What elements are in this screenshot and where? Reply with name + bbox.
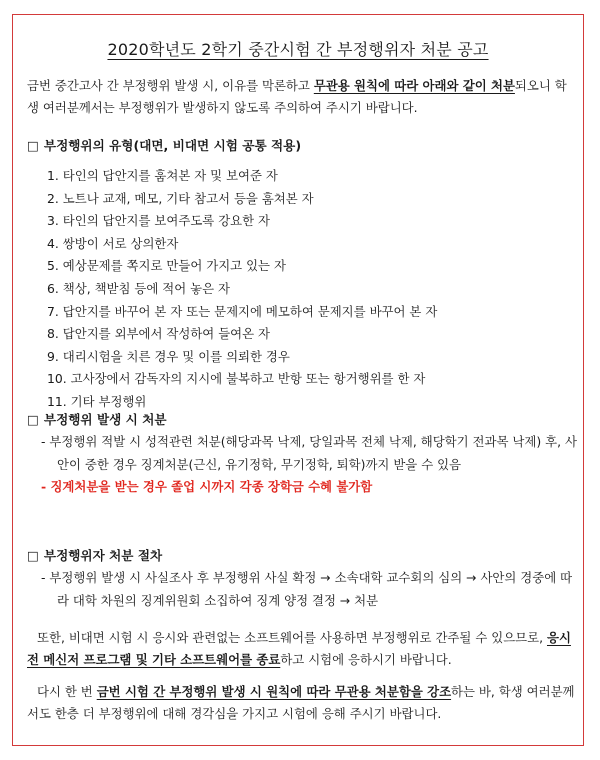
notice-frame [12,14,584,746]
list-item: 8. 답안지를 외부에서 작성하여 들여온 자 [47,326,271,342]
closing-text-2: 하는 바, 학생 여러분께서도 한층 더 부정행위에 대해 경각심을 가지고 시험에 응해 주시기 바랍니다. [27,684,575,721]
intro-emphasis: 무관용 원칙에 따라 아래와 같이 처분 [313,78,515,93]
section-procedure-heading [27,545,162,564]
checkbox-square-icon: □ [27,138,39,153]
scholarship-warning: - 징계처분을 받는 경우 졸업 시까지 각종 장학금 수혜 불가함 [41,479,373,495]
software-notice-text-2: 하고 시험에 응하시기 바랍니다. [280,652,452,667]
list-item: 10. 고사장에서 감독자의 지시에 불복하고 반항 또는 항거행위를 한 자 [47,371,426,387]
procedure-details [37,567,577,612]
intro-text-1: 금번 중간고사 간 부정행위 발생 시, 이유를 막론하고 [27,78,314,93]
section-heading-text: 부정행위자 처분 절차 [43,548,163,563]
list-item: 5. 예상문제를 쪽지로 만들어 가지고 있는 자 [47,258,286,274]
closing-text-1: 다시 한 번 [37,684,97,699]
penalty-details [37,431,577,499]
list-item: 2. 노트나 교재, 메모, 기타 참고서 등을 훔쳐본 자 [47,190,314,206]
closing-emphasis: 금번 시험 간 부정행위 발생 시 원칙에 따라 무관용 처분함을 강조 [96,684,452,699]
list-item: 11. 기타 부정행위 [47,393,147,409]
notice-title-text: 2020학년도 2학기 중간시험 간 부정행위자 처분 공고 [107,40,489,59]
list-item: 6. 책상, 책받침 등에 적어 놓은 자 [47,280,231,296]
section-heading-text: 부정행위의 유형(대면, 비대면 시험 공통 적용) [43,138,302,153]
list-item: 3. 타인의 답안지를 보여주도록 강요한 자 [47,213,271,229]
software-notice-paragraph [27,627,575,671]
violation-types-list [47,165,437,414]
list-item: 1. 타인의 답안지를 훔쳐본 자 및 보여준 자 [47,168,278,183]
list-item: 4. 쌍방이 서로 상의한자 [47,235,179,251]
software-notice-emphasis: 응시 전 메신저 프로그램 및 기타 소프트웨어를 종료 [27,630,571,667]
section-violation-types-heading [27,135,301,154]
list-item: 9. 대리시험을 치른 경우 및 이를 의뢰한 경우 [47,348,290,364]
list-item: 7. 답안지를 바꾸어 본 자 또는 문제지에 메모하여 문제지를 바꾸어 본 자 [47,303,438,319]
closing-paragraph [27,681,575,725]
section-penalty-heading [27,409,167,428]
procedure-description: - 부정행위 발생 시 사실조사 후 부정행위 사실 확정 → 소속대학 교수회의 심의 → 사안의 경중에 따라 대학 차원의 징계위원회 소집하여 징계 양정 결정 → 처분 [41,570,573,608]
intro-paragraph [27,75,575,119]
software-notice-text-1: 또한, 비대면 시험 시 응시와 관련없는 소프트웨어를 사용하면 부정행위로 간주될 수 있으므로, [37,630,547,645]
section-heading-text: 부정행위 발생 시 처분 [43,412,167,427]
penalty-description: - 부정행위 적발 시 성적관련 처분(해당과목 낙제, 당일과목 전체 낙제, 해당학기 전과목 낙제) 후, 사안이 중한 경우 징계처분(근신, 유기정학, 무기정학, 퇴학)까지 받을 수 있음 [41,434,577,472]
notice-title [13,37,583,60]
checkbox-square-icon: □ [27,412,39,427]
checkbox-square-icon: □ [27,548,39,563]
intro-text-2: 되오니 학생 여러분께서는 부정행위가 발생하지 않도록 주의하여 주시기 바랍니다. [27,78,567,115]
